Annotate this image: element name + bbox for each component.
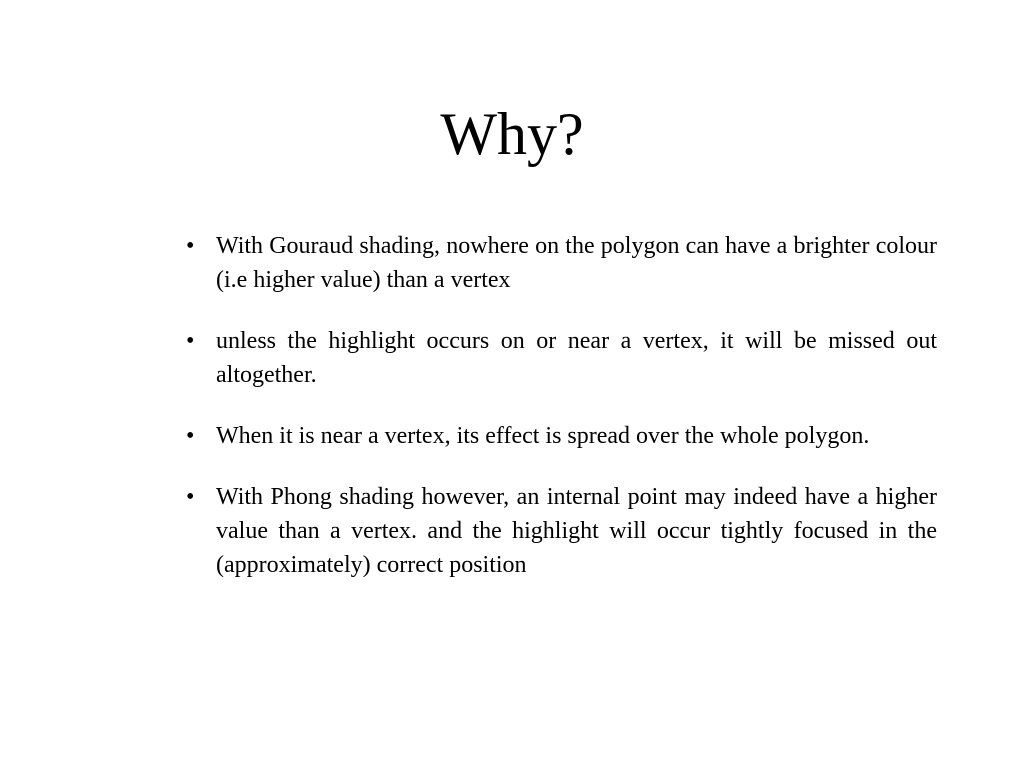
bullet-list — [186, 229, 937, 609]
bullet-text: With Phong shading however, an internal point may indeed have a higher value than a vertex. and the highlight will occur tightly focused in the (approximately) correct position — [216, 484, 937, 578]
bullet-dot-icon: • — [186, 328, 195, 354]
bullet-text: unless the highlight occurs on or near a vertex, it will be missed out altogether. — [216, 328, 937, 388]
bullet-item — [186, 324, 937, 392]
bullet-item — [186, 419, 937, 453]
bullet-dot-icon: • — [186, 233, 195, 259]
bullet-item — [186, 480, 937, 582]
bullet-dot-icon: • — [186, 484, 195, 510]
slide-title: Why? — [440, 101, 584, 167]
bullet-text: With Gouraud shading, nowhere on the polygon can have a brighter colour (i.e higher value) than a vertex — [216, 233, 937, 293]
bullet-dot-icon: • — [186, 423, 195, 449]
bullet-item — [186, 229, 937, 297]
bullet-text: When it is near a vertex, its effect is spread over the whole polygon. — [216, 423, 870, 449]
